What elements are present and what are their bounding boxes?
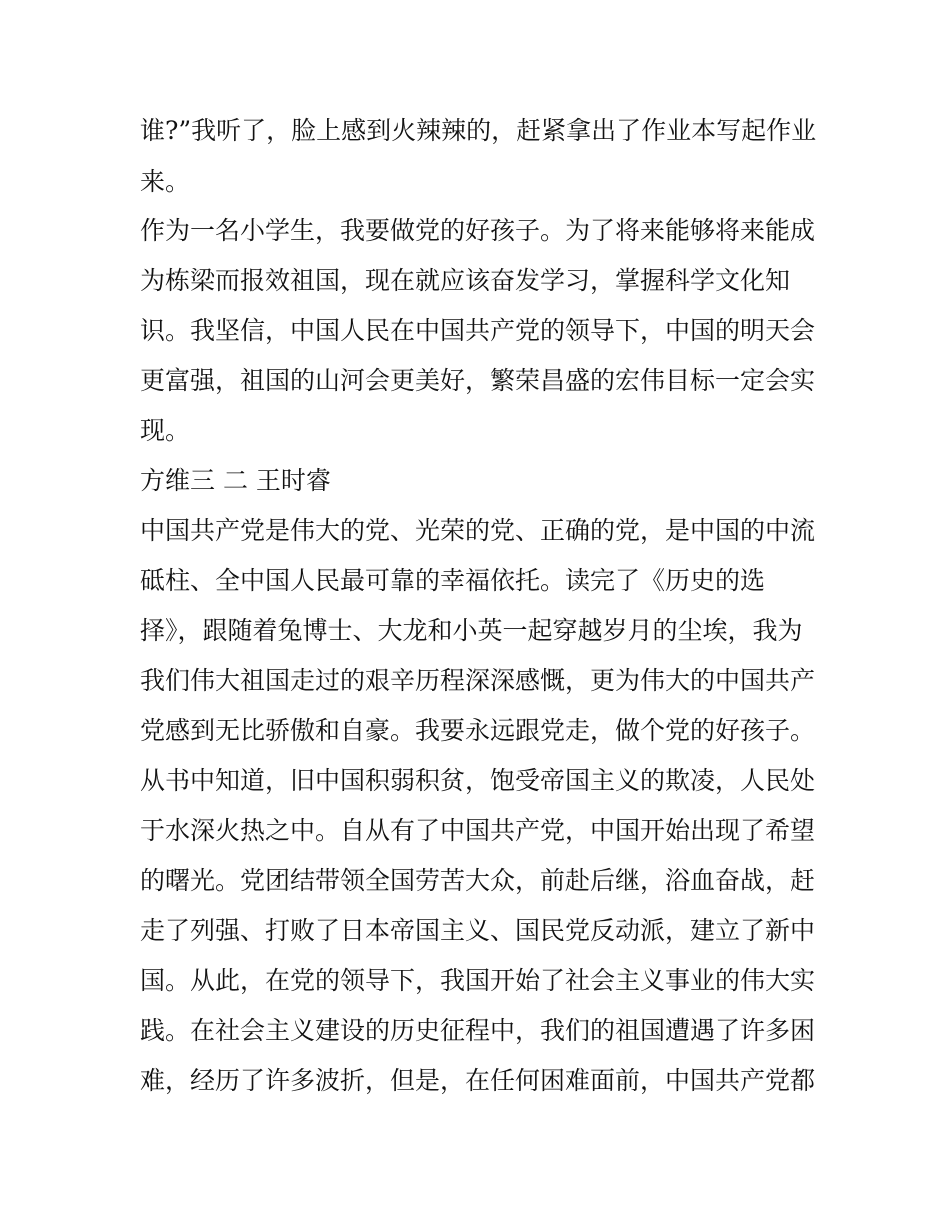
text-line: 现。 bbox=[140, 416, 191, 445]
text-line: 中国共产党是伟大的党、光荣的党、正确的党，是中国的中流 bbox=[140, 516, 816, 545]
text-line: 国。从此，在党的领导下，我国开始了社会主义事业的伟大实 bbox=[140, 966, 816, 995]
text-line: 更富强，祖国的山河会更美好，繁荣昌盛的宏伟目标一定会实 bbox=[140, 366, 816, 395]
text-line: 于水深火热之中。自从有了中国共产党，中国开始出现了希望 bbox=[140, 816, 816, 845]
text-line: 谁?”我听了，脸上感到火辣辣的，赶紧拿出了作业本写起作业 bbox=[140, 116, 817, 145]
text-line: 砥柱、全中国人民最可靠的幸福依托。读完了《历史的选 bbox=[140, 566, 766, 595]
text-line: 的曙光。党团结带领全国劳苦大众，前赴后继，浴血奋战，赶 bbox=[140, 866, 816, 895]
text-line: 党感到无比骄傲和自豪。我要永远跟党走，做个党的好孩子。 bbox=[140, 716, 816, 745]
text-line: 识。我坚信，中国人民在中国共产党的领导下，中国的明天会 bbox=[140, 316, 816, 345]
text-line: 践。在社会主义建设的历史征程中，我们的祖国遭遇了许多困 bbox=[140, 1016, 816, 1045]
text-line: 难，经历了许多波折，但是，在任何困难面前，中国共产党都 bbox=[140, 1066, 816, 1095]
text-line: 择》，跟随着兔博士、大龙和小英一起穿越岁月的尘埃，我为 bbox=[140, 616, 803, 645]
text-line: 从书中知道，旧中国积弱积贫，饱受帝国主义的欺凌，人民处 bbox=[140, 766, 816, 795]
text-line: 为栋梁而报效祖国，现在就应该奋发学习，掌握科学文化知 bbox=[140, 266, 791, 295]
section-heading: 方维三 二 王时睿 bbox=[140, 466, 331, 495]
text-line: 走了列强、打败了日本帝国主义、国民党反动派，建立了新中 bbox=[140, 916, 816, 945]
text-line: 作为一名小学生，我要做党的好孩子。为了将来能够将来能成 bbox=[140, 216, 816, 245]
text-line: 来。 bbox=[140, 167, 191, 196]
text-line: 我们伟大祖国走过的艰辛历程深深感慨，更为伟大的中国共产 bbox=[140, 666, 816, 695]
